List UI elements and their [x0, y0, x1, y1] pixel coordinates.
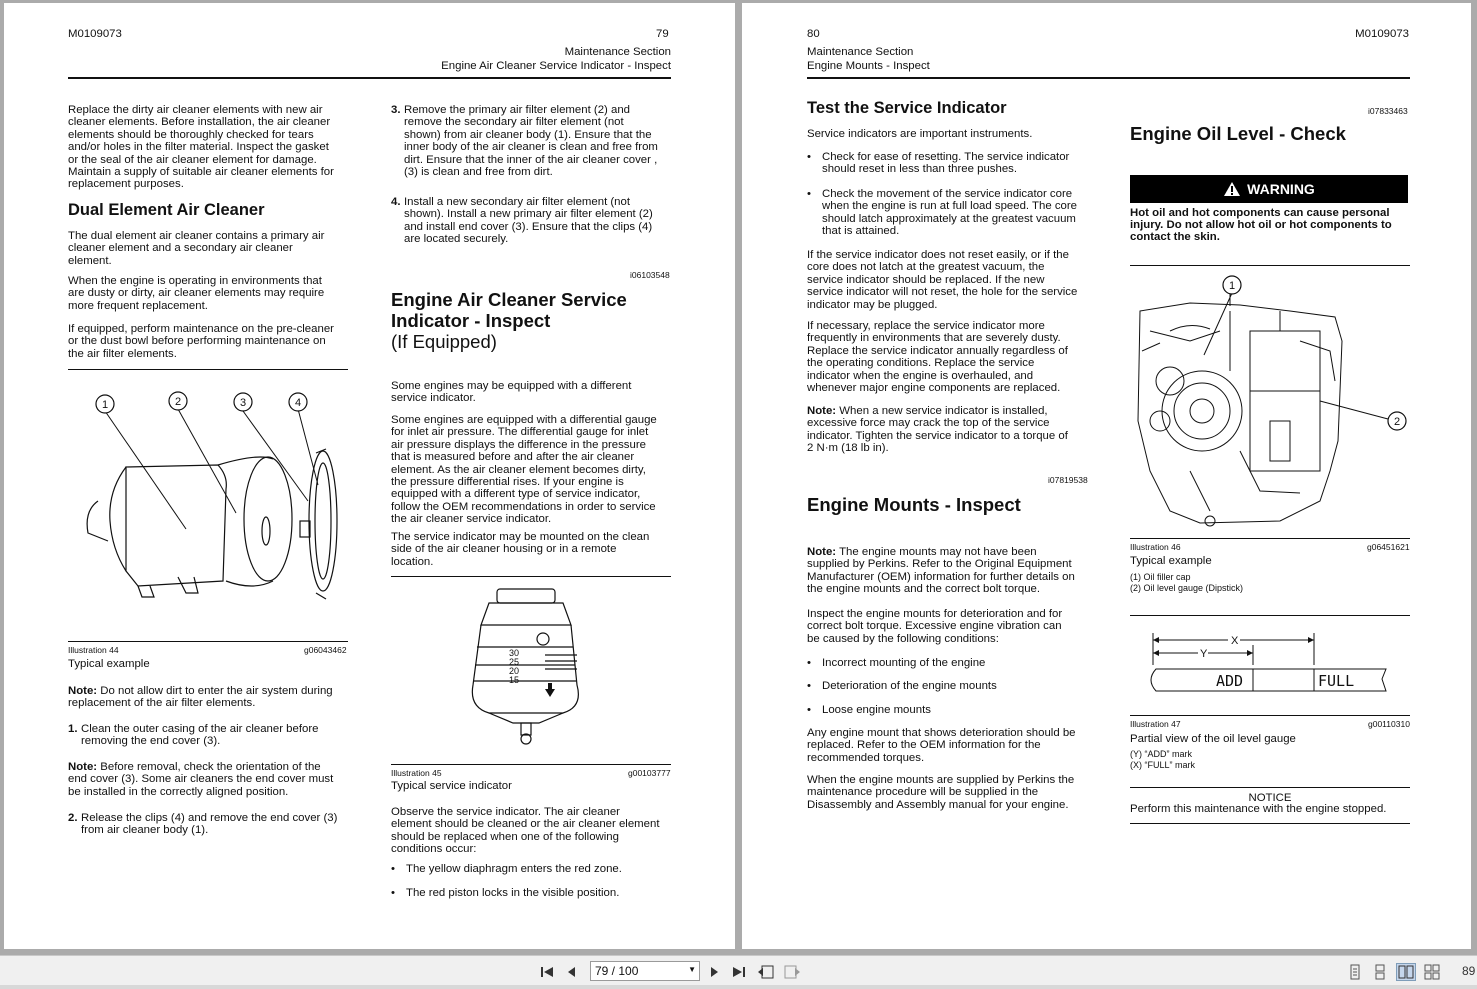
paragraph: Service indicators are important instruments. — [807, 128, 1033, 140]
step-4: 4. Install a new secondary air filter element (not shown). Install a new primary air filter element (2) and install end cover (3). Ensure that the clips (4) are located securely. — [391, 196, 653, 246]
go-forward-button[interactable] — [782, 963, 802, 981]
dropdown-arrow-icon[interactable]: ▼ — [688, 965, 696, 974]
go-forward-icon — [783, 964, 801, 980]
previous-page-icon — [565, 965, 579, 979]
callout-3: 3 — [239, 397, 247, 409]
callout-1: 1 — [101, 399, 109, 411]
illustration-caption: Partial view of the oil level gauge — [1130, 733, 1296, 745]
dim-x-label: X — [1231, 635, 1239, 647]
callout-1: 1 — [1228, 280, 1236, 292]
illustration-label: Illustration 45 — [391, 768, 442, 778]
paragraph: If equipped, perform maintenance on the pre-cleaner or the dust bowl before performing maintenance on the air filter elements. — [68, 323, 334, 360]
section-title: Maintenance Section — [807, 46, 914, 58]
paragraph: When the engine is operating in environments that are dusty or dirty, air cleaner elements may require more frequent replacement. — [68, 275, 325, 312]
list-item: • Incorrect mounting of the engine — [822, 657, 985, 669]
air-cleaner-illustration — [68, 381, 348, 611]
zoom-level[interactable]: 89 — [1462, 964, 1476, 978]
dim-y-label: Y — [1200, 648, 1208, 660]
horizontal-scrollbar[interactable] — [0, 985, 1477, 989]
add-mark: ADD — [1216, 672, 1244, 690]
two-page-continuous-icon — [1424, 964, 1440, 980]
list-item: • Loose engine mounts — [822, 704, 931, 716]
section-subheading: (If Equipped) — [391, 331, 497, 352]
illustration-rule — [1130, 615, 1410, 616]
notice-label: NOTICE — [1248, 792, 1292, 804]
gauge-mark-25: 25 — [509, 657, 520, 667]
next-page-button[interactable] — [704, 963, 724, 981]
illustration-rule — [391, 576, 671, 577]
page-number: 79 — [656, 28, 669, 40]
section-heading: Engine Air Cleaner Service Indicator - Inspect — [391, 289, 627, 331]
illustration-rule — [68, 369, 348, 370]
illustration-caption: Typical example — [1130, 555, 1212, 567]
step-2: 2. Release the clips (4) and remove the end cover (3) from air cleaner body (1). — [68, 812, 338, 837]
two-page-continuous-button[interactable] — [1422, 963, 1442, 981]
heading: Dual Element Air Cleaner — [68, 201, 265, 219]
paragraph: If the service indicator does not reset easily, or if the core does not latch at the greatest vacuum, the service indicator should be replaced. If the new service indicator will not reset, the hole for the service indicator may be plugged. — [807, 249, 1078, 311]
paragraph: Observe the service indicator. The air cleaner element should be cleaned or the air cleaner element should be replaced when one of the following conditions occur: — [391, 806, 660, 856]
illustration-caption: Typical example — [68, 658, 150, 670]
warning-text: Hot oil and hot components can cause personal injury. Do not allow hot oil or hot components to contact the skin. — [1130, 207, 1392, 243]
legend-item: (X) “FULL” mark — [1130, 760, 1195, 770]
illustration-label: Illustration 44 — [68, 645, 119, 655]
single-page-view-button[interactable] — [1345, 963, 1365, 981]
dipstick-illustration — [1146, 629, 1391, 699]
illustration-caption: Typical service indicator — [391, 780, 512, 792]
callout-2: 2 — [174, 396, 182, 408]
continuous-page-icon — [1373, 964, 1387, 980]
last-page-button[interactable] — [729, 963, 749, 981]
header-rule — [68, 77, 671, 79]
notice-text: Perform this maintenance with the engine stopped. — [1130, 803, 1387, 815]
legend-item: (Y) “ADD” mark — [1130, 749, 1192, 759]
paragraph: Any engine mount that shows deterioration should be replaced. Refer to the OEM information for the recommended torques. — [807, 727, 1076, 764]
paragraph: Inspect the engine mounts for deterioration and for correct bolt torque. Excessive engine vibration can be caused by the following conditions: — [807, 608, 1063, 645]
paragraph: Replace the dirty air cleaner elements with new air cleaner elements. Before installation, the air cleaner elements should be thoroughly checked for tears and/or holes in the filter material. Inspect the gasket or the seal of the air cleaner element for damage. Maintain a supply of suitable air cleaner elements for replacement purposes. — [68, 104, 334, 191]
callout-2: 2 — [1393, 416, 1401, 428]
page-number: 80 — [807, 28, 820, 40]
section-title: Maintenance Section — [564, 46, 671, 58]
previous-page-button[interactable] — [562, 963, 582, 981]
note: Note: The engine mounts may not have been supplied by Perkins. Refer to the Original Equipment Manufacturer (OEM) information for further details on the engine mounts and the correct bolt torque. — [807, 546, 1075, 596]
doc-id: M0109073 — [68, 28, 122, 40]
last-page-icon — [731, 965, 747, 979]
paragraph: The dual element air cleaner contains a primary air cleaner element and a secondary air cleaner element. — [68, 230, 325, 267]
illustration-rule — [1130, 538, 1410, 539]
reference-id: i07819538 — [1048, 475, 1088, 485]
page-79 — [4, 3, 735, 949]
paragraph: If necessary, replace the service indicator more frequently in environments that are severely dusty. Replace the service indicator annually regardless of the operating conditions. Replace the service indicator when the engine is overhauled, and whenever major engine components are replaced. — [807, 320, 1068, 395]
continuous-view-button[interactable] — [1370, 963, 1390, 981]
first-page-icon — [539, 965, 555, 979]
notice-rule — [1130, 787, 1410, 788]
paragraph: Some engines may be equipped with a different service indicator. — [391, 380, 632, 405]
illustration-label: Illustration 47 — [1130, 719, 1181, 729]
reference-id: i07833463 — [1368, 106, 1408, 116]
gauge-mark-30: 30 — [509, 648, 520, 658]
go-back-button[interactable] — [756, 963, 776, 981]
warning-icon — [1223, 181, 1241, 197]
topic-title: Engine Air Cleaner Service Indicator - Inspect — [441, 60, 671, 72]
paragraph: The service indicator may be mounted on the clean side of the air cleaner housing or in a remote location. — [391, 531, 650, 568]
illustration-rule — [68, 641, 348, 642]
gauge-mark-20: 20 — [509, 666, 520, 676]
warning-label: WARNING — [1247, 181, 1315, 197]
legend-item: (2) Oil level gauge (Dipstick) — [1130, 583, 1244, 593]
reference-id: i06103548 — [630, 270, 670, 280]
illustration-code: g06043462 — [304, 645, 347, 655]
illustration-rule — [1130, 715, 1410, 716]
illustration-rule — [391, 764, 671, 765]
topic-title: Engine Mounts - Inspect — [807, 60, 930, 72]
paragraph: Some engines are equipped with a differential gauge for inlet air pressure. The differential gauge for inlet air pressure displays the difference in the pressure that is measured before and after the air cleaner element. As the air cleaner element becomes dirty, the pressure differential rises. If your engine is equipped with a different type of service indicator, follow the OEM recommendations in order to service the air cleaner service indicator. — [391, 414, 657, 526]
service-indicator-illustration — [459, 585, 589, 755]
note: Note: Do not allow dirt to enter the air system during replacement of the air filter elements. — [68, 685, 333, 710]
two-page-view-button[interactable] — [1396, 963, 1416, 981]
step-3: 3. Remove the primary air filter element (2) and remove the secondary air filter element (not shown) from air cleaner body (1). Ensure that the inner body of the air cleaner is clean and free from dirt. Ensure that the inner of the air cleaner cover , (3) is clean and free from dirt. — [391, 104, 658, 179]
illustration-code: g00103777 — [628, 768, 671, 778]
page-indicator: 79 / 100 — [595, 964, 639, 978]
warning-banner — [1130, 175, 1408, 203]
illustration-code: g06451621 — [1367, 542, 1410, 552]
section-heading: Engine Oil Level - Check — [1130, 123, 1346, 144]
note: Note: When a new service indicator is installed, excessive force may crack the top of the service indicator. Tighten the service indicator to a torque of 2 N·m (18 lb in). — [807, 405, 1068, 455]
header-rule — [807, 77, 1410, 79]
paragraph: When the engine mounts are supplied by Perkins the maintenance procedure will be supplied in the Disassembly and Assembly manual for your engine. — [807, 774, 1075, 811]
section-heading: Engine Mounts - Inspect — [807, 494, 1021, 515]
heading: Test the Service Indicator — [807, 99, 1007, 117]
engine-illustration — [1130, 271, 1410, 533]
next-page-icon — [707, 965, 721, 979]
notice-rule — [1130, 823, 1410, 824]
single-page-icon — [1348, 964, 1362, 980]
page-80 — [742, 3, 1471, 949]
viewer-toolbar — [0, 955, 1477, 989]
two-page-icon — [1398, 964, 1414, 980]
step-1: 1. Clean the outer casing of the air cleaner before removing the end cover (3). — [68, 723, 319, 748]
callout-4: 4 — [294, 397, 302, 409]
gauge-mark-15: 15 — [509, 675, 520, 685]
first-page-button[interactable] — [537, 963, 557, 981]
note: Note: Before removal, check the orientation of the end cover (3). Some air cleaners the end cover must be installed in the correctly aligned position. — [68, 761, 334, 798]
list-item: • Deterioration of the engine mounts — [822, 680, 997, 692]
go-back-icon — [757, 964, 775, 980]
full-mark: FULL — [1318, 672, 1355, 690]
illustration-label: Illustration 46 — [1130, 542, 1181, 552]
illustration-code: g00110310 — [1368, 719, 1410, 729]
list-item: • Check the movement of the service indicator core when the engine is run at full load speed. The core should latch approximately at the greatest vacuum that is attained. — [822, 188, 1077, 238]
legend-item: (1) Oil filler cap — [1130, 572, 1191, 582]
list-item: • The yellow diaphragm enters the red zone. — [406, 863, 622, 875]
page-number-field[interactable] — [590, 961, 700, 981]
illustration-rule — [1130, 265, 1410, 266]
list-item: • The red piston locks in the visible position. — [406, 887, 619, 899]
doc-id: M0109073 — [1355, 28, 1409, 40]
list-item: • Check for ease of resetting. The service indicator should reset in less than three pushes. — [822, 151, 1069, 176]
